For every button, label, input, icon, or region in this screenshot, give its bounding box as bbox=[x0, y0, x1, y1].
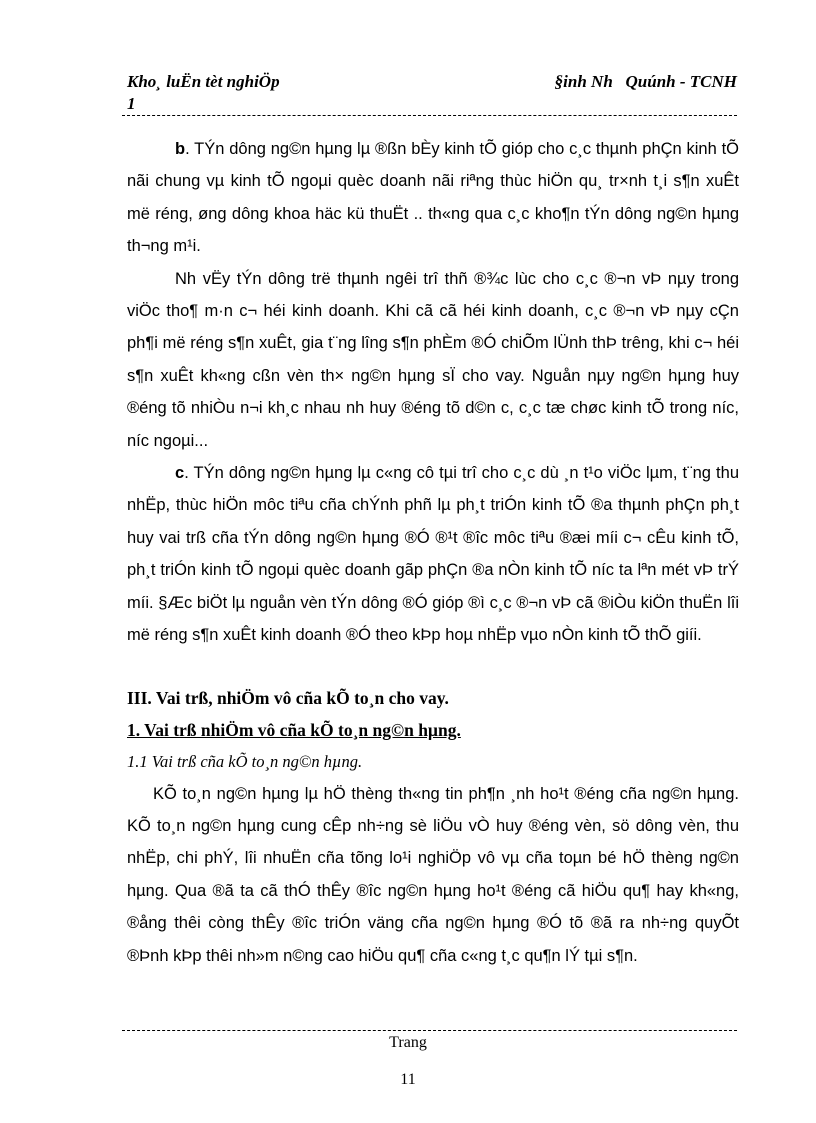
paragraph-b bbox=[127, 133, 739, 263]
footer-divider bbox=[122, 1030, 737, 1031]
paragraph-b-text: . TÝn dông ng©n hµng lµ ®ßn bÈy kinh tÕ gióp cho c¸c thµnh phÇn kinh tÕ nãi chung vµ kinh tÕ ngoµi quèc doanh nãi riªng thùc hiÖn qu¸ tr×nh t¸i s¶n xuÊt më réng, øng dông khoa häc kü thuËt .. th«ng qua c¸c kho¶n tÝn dông ng©n hµng th¬ng m¹i. bbox=[127, 140, 739, 256]
paragraph-c-text: . TÝn dông ng©n hµng lµ c«ng cô tµi trî cho c¸c dù ¸n t¹o viÖc lµm, t¨ng thu nhËp, thùc hiÖn môc tiªu cña chÝnh phñ lµ ph¸t triÓn kinh tÕ ®a thµnh phÇn ph¸t huy vai trß cña tÝn dông ng©n hµng ®Ó ®¹t ®îc môc tiªu ®æi míi c¬ cÊu kinh tÕ, ph¸t triÓn kinh tÕ ngoµi quèc doanh gãp phÇn ®a nÒn kinh tÕ níc ta lªn mét vÞ trÝ míi. §Æc biÖt lµ nguån vèn tÝn dông ®Ó gióp ®ì c¸c ®¬n vÞ cã ®iÒu kiÖn thuËn lîi më réng s¶n xuÊt kinh doanh ®Ó theo kÞp hoµ nhËp vµo nÒn kinh tÕ thÕ giíi. bbox=[127, 464, 739, 645]
header-author: §inh Nh Quúnh - TCNH bbox=[554, 72, 737, 91]
document-body bbox=[127, 133, 739, 972]
header-thesis-title: Kho¸ luËn tèt nghiÖp bbox=[127, 72, 280, 91]
paragraph-4: KÕ to¸n ng©n hµng lµ hÖ thèng th«ng tin ph¶n ¸nh ho¹t ®éng cña ng©n hµng. KÕ to¸n ng©n hµng cung cÊp nh÷ng sè liÖu vÒ huy ®éng vèn, sö dông vèn, thu nhËp, chi phÝ, lîi nhuËn cña tõng lo¹i nghiÖp vô vµ cña toµn bé hÖ thèng ng©n hµng. Qua ®ã ta cã thÓ thÊy ®îc ng©n hµng ho¹t ®éng cã hiÖu qu¶ hay kh«ng, ®ång thêi còng thÊy ®îc triÓn väng cña ng©n hµng ®Ó tõ ®ã ra nh÷ng quyÕt ®Þnh kÞp thêi nh»m n©ng cao hiÖu qu¶ cña c«ng t¸c qu¶n lÝ tµi s¶n. bbox=[127, 784, 739, 965]
spacer bbox=[127, 652, 739, 682]
header-divider bbox=[122, 115, 737, 116]
paragraph-c bbox=[127, 457, 739, 651]
page-number: 11 bbox=[400, 1071, 416, 1088]
paragraph-2: Nh vËy tÝn dông trë thµnh ngêi trî thñ ®¾c lùc cho c¸c ®¬n vÞ nµy trong viÖc tho¶ m·n c¬ héi kinh doanh. Khi cã cã héi kinh doanh, c¸c ®¬n vÞ nµy cÇn ph¶i më réng s¶n xuÊt, gia t¨ng lîng s¶n phÈm ®Ó chiÕm lÜnh thÞ trêng, khi c¬ héi s¶n xuÊt kh«ng cßn vèn th× ng©n hµng sÏ cho vay. Nguån nµy ng©n hµng huy ®éng tõ nhiÒu n¬i kh¸c nhau nh huy ®éng tõ d©n c, c¸c tæ chøc kinh tÕ trong níc, níc ngoµi... bbox=[127, 269, 739, 450]
subsection-heading: 1. Vai trß nhiÖm vô cña kÕ to¸n ng©n hµng. bbox=[127, 719, 461, 740]
footer-label: Trang bbox=[389, 1034, 427, 1051]
sub-subsection-heading: 1.1 Vai trß cña kÕ to¸n ng©n hµng. bbox=[127, 751, 363, 771]
paragraph-c-label: c bbox=[175, 464, 185, 483]
section-heading: III. Vai trß, nhiÖm vô cña kÕ to¸n cho vay. bbox=[127, 687, 449, 708]
paragraph-b-label: b bbox=[175, 140, 186, 158]
header-number: 1 bbox=[127, 94, 136, 113]
